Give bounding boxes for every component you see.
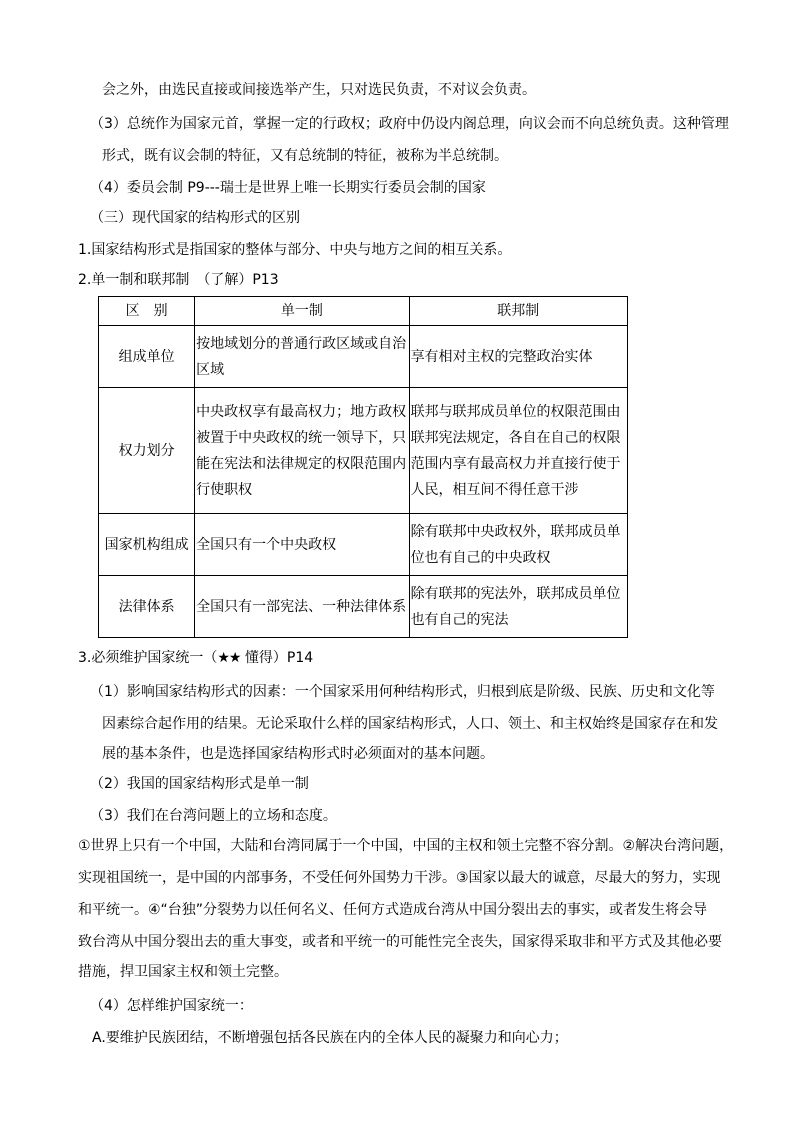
paragraph-line: A.要维护民族团结，不断增强包括各民族在内的全体人民的凝聚力和向心力； bbox=[92, 1030, 568, 1046]
table-cell bbox=[409, 514, 627, 576]
table-cell bbox=[195, 388, 409, 514]
heading-text: 3.必须维护国家统一（ bbox=[78, 650, 218, 666]
paragraph-line: 1.国家结构形式是指国家的整体与部分、中央与地方之间的相互关系。 bbox=[78, 242, 512, 258]
comparison-table bbox=[98, 296, 628, 638]
paragraph-line: （2）我国的国家结构形式是单一制 bbox=[90, 776, 309, 792]
table-row bbox=[99, 514, 628, 576]
paragraph-line: ①世界上只有一个中国，大陆和台湾同属于一个中国，中国的主权和领土完整不容分割。②解决台湾问题， bbox=[78, 838, 734, 854]
cell-line: 人民，相互间不得任意干涉 bbox=[410, 481, 579, 498]
column-header: 区 别 bbox=[99, 297, 195, 326]
row-label: 国家机构组成 bbox=[99, 514, 195, 576]
section-heading bbox=[78, 648, 313, 668]
paragraph-line: 因素综合起作用的结果。无论采取什么样的国家结构形式，人口、领土、和主权始终是国家存在和发 bbox=[102, 716, 718, 732]
cell-line: 位也有自己的中央政权 bbox=[410, 549, 551, 566]
cell-line: 也有自己的宪法 bbox=[410, 611, 509, 628]
paragraph-line: （3）总统作为国家元首，掌握一定的行政权；政府中仍设内阁总理，向议会而不向总统负责。这种管理 bbox=[90, 116, 729, 132]
cell-line: 行使职权 bbox=[196, 481, 253, 498]
cell-line: 能在宪法和法律规定的权限范围内 bbox=[196, 455, 407, 472]
row-label: 权力划分 bbox=[99, 388, 195, 514]
column-header: 联邦制 bbox=[409, 297, 627, 326]
paragraph-line: 措施，捍卫国家主权和领土完整。 bbox=[78, 964, 288, 980]
paragraph-line: 形式，既有议会制的特征，又有总统制的特征，被称为半总统制。 bbox=[102, 148, 508, 164]
table-cell bbox=[409, 326, 627, 388]
table-header-row bbox=[99, 297, 628, 326]
paragraph-line: （3）我们在台湾问题上的立场和态度。 bbox=[90, 808, 337, 824]
column-header: 单一制 bbox=[195, 297, 409, 326]
heading-text: 懂得）P14 bbox=[240, 650, 314, 666]
cell-line: 除有联邦的宪法外，联邦成员单位 bbox=[410, 585, 621, 602]
cell-line: 全国只有一个中央政权 bbox=[196, 536, 337, 553]
cell-line: 范围内享有最高权力并直接行使于 bbox=[410, 455, 621, 472]
paragraph-line: 致台湾从中国分裂出去的重大事变，或者和平统一的可能性完全丧失，国家得采取非和平方式及其他必要 bbox=[78, 934, 722, 950]
paragraph-line: 实现祖国统一，是中国的内部事务，不受任何外国势力干涉。③国家以最大的诚意，尽最大的努力，实现 bbox=[78, 870, 721, 886]
table-row bbox=[99, 326, 628, 388]
cell-line: 除有联邦中央政权外，联邦成员单 bbox=[410, 523, 621, 540]
paragraph-line: 2.单一制和联邦制 （了解）P13 bbox=[78, 272, 279, 288]
cell-line: 区域 bbox=[196, 361, 225, 378]
table-row bbox=[99, 388, 628, 514]
row-label: 组成单位 bbox=[99, 326, 195, 388]
paragraph-line: （4）怎样维护国家统一： bbox=[90, 998, 253, 1014]
cell-line: 中央政权享有最高权力；地方政权 bbox=[196, 403, 407, 420]
cell-line: 全国只有一部宪法、一种法律体系 bbox=[196, 598, 407, 615]
cell-line: 享有相对主权的完整政治实体 bbox=[410, 348, 593, 365]
table-cell bbox=[195, 576, 409, 638]
section-heading: （三）现代国家的结构形式的区别 bbox=[90, 210, 300, 226]
paragraph-line: 会之外，由选民直接或间接选举产生，只对选民负责，不对议会负责。 bbox=[102, 82, 536, 98]
cell-line: 被置于中央政权的统一领导下，只 bbox=[196, 429, 407, 446]
cell-line: 联邦与联邦成员单位的权限范围由 bbox=[410, 403, 621, 420]
paragraph-line: 展的基本条件，也是选择国家结构形式时必须面对的基本问题。 bbox=[102, 746, 494, 762]
paragraph-line: （4）委员会制 P9---瑞士是世界上唯一长期实行委员会制的国家 bbox=[90, 180, 486, 196]
cell-line: 联邦宪法规定，各自在自己的权限 bbox=[410, 429, 621, 446]
row-label: 法律体系 bbox=[99, 576, 195, 638]
cell-line: 按地域划分的普通行政区域或自治 bbox=[196, 335, 407, 352]
paragraph-line: 和平统一。④“台独”分裂势力以任何名义、任何方式造成台湾从中国分裂出去的事实，或者发生将会导 bbox=[78, 902, 708, 918]
paragraph-line: （1）影响国家结构形式的因素：一个国家采用何种结构形式，归根到底是阶级、民族、历史和文化等 bbox=[90, 684, 715, 700]
star-rating-icon: ★★ bbox=[217, 650, 241, 666]
table-row bbox=[99, 576, 628, 638]
table-cell bbox=[195, 514, 409, 576]
table-cell bbox=[409, 576, 627, 638]
table-cell bbox=[195, 326, 409, 388]
table-cell bbox=[409, 388, 627, 514]
